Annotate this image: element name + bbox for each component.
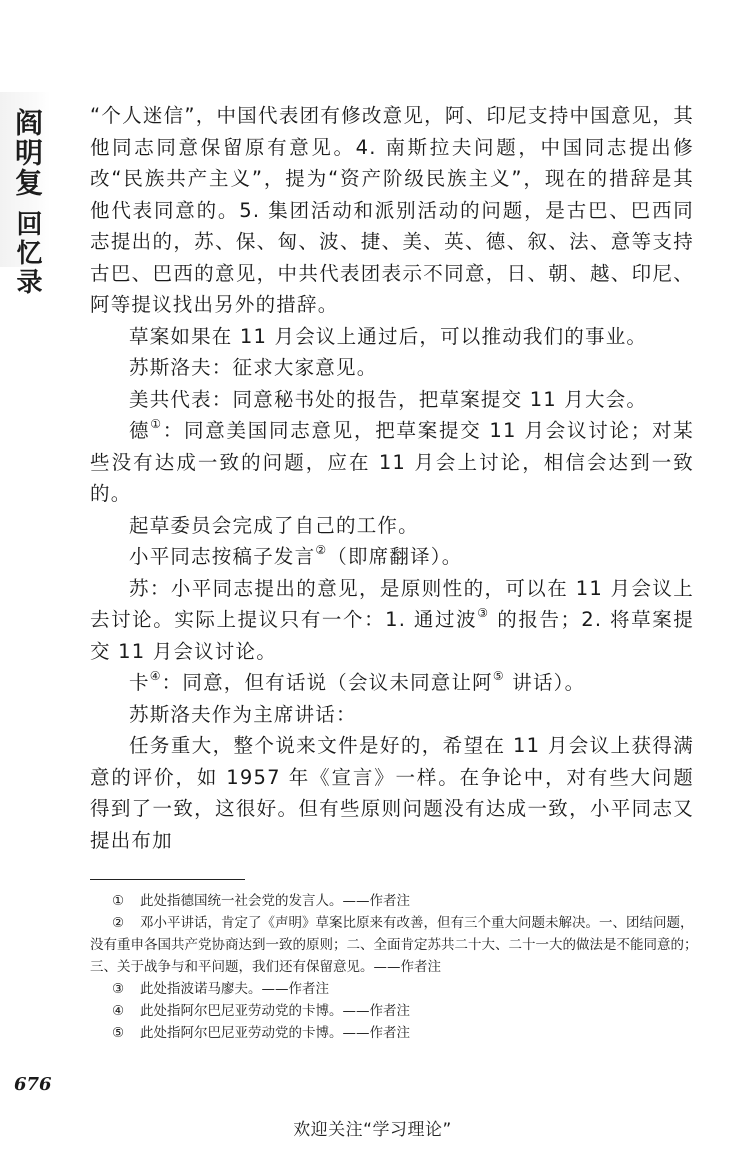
footnote-number: ③ xyxy=(112,981,125,997)
paragraph xyxy=(90,541,694,573)
footnotes xyxy=(90,890,702,1044)
paragraph: 苏斯洛夫作为主席讲话： xyxy=(129,702,357,726)
paragraph xyxy=(90,415,694,510)
watermark-caption: 欢迎关注“学习理论” xyxy=(293,1120,452,1140)
running-head-author: 阎明复 xyxy=(11,108,44,198)
footnote-1 xyxy=(90,890,702,912)
paragraph-text: 德 xyxy=(129,419,151,442)
paragraph: 美共代表：同意秘书处的报告，把草案提交 11 月大会。 xyxy=(129,387,648,411)
paragraph-text: （即席翻译）。 xyxy=(327,545,463,568)
footnote-5 xyxy=(90,1022,702,1044)
footnote-text: 此处指阿尔巴尼亚劳动党的卡博。——作者注 xyxy=(140,1025,410,1041)
footnote-2 xyxy=(90,912,702,978)
footnote-ref-2[interactable]: ② xyxy=(315,543,328,557)
footnote-ref-3[interactable]: ③ xyxy=(477,606,490,620)
footnote-number: ② xyxy=(112,915,125,931)
paragraph: 苏斯洛夫：征求大家意见。 xyxy=(129,356,378,379)
paragraph-text: 小平同志按稿子发言 xyxy=(129,545,316,568)
paragraph xyxy=(90,667,694,699)
paragraph xyxy=(90,573,694,668)
footnote-text: 此处指德国统一社会党的发言人。——作者注 xyxy=(140,893,410,909)
page-number: 676 xyxy=(14,1074,52,1095)
paragraph-text: ：同意，但有话说（会议未同意让阿 xyxy=(161,671,493,694)
paragraph: 任务重大，整个说来文件是好的，希望在 11 月会议上获得满意的评价，如 1957 年《宣言》一样。在争论中，对有些大问题得到了一致，这很好。但有些原则问题没有达成一致，小平同志又提出布加 xyxy=(90,734,694,852)
running-head xyxy=(8,108,46,297)
footnote-text: 此处指波诺马廖夫。——作者注 xyxy=(140,981,329,997)
paragraph: 起草委员会完成了自己的工作。 xyxy=(129,513,419,537)
paragraph-text: 卡 xyxy=(129,671,150,694)
footnote-divider xyxy=(90,879,245,880)
main-text xyxy=(90,100,694,856)
paragraph-text: 的报告；2. 将草案提交 11 月会议讨论。 xyxy=(90,608,694,663)
footnote-3 xyxy=(90,978,702,1000)
footnote-number: ④ xyxy=(112,1003,125,1019)
running-head-book: 回忆录 xyxy=(12,210,42,297)
footnote-ref-5[interactable]: ⑤ xyxy=(492,669,505,683)
paragraph-text: ：同意美国同志意见，把草案提交 11 月会议讨论；对某些没有达成一致的问题，应在 11 月会上讨论，相信会达到一致的。 xyxy=(90,419,694,505)
paragraph-text: 讲话）。 xyxy=(504,671,586,694)
footnote-number: ① xyxy=(112,893,125,909)
footnote-ref-4[interactable]: ④ xyxy=(149,669,162,683)
paragraph-continued: “个人迷信”，中国代表团有修改意见，阿、印尼支持中国意见，其他同志同意保留原有意见。4. 南斯拉夫问题，中国同志提出修改“民族共产主义”，提为“资产阶级民族主义”，现在的措辞是其他代表同意的。5. 集团活动和派别活动的问题，是古巴、巴西同志提出的，苏、保、匈、波、捷、美、英、德、叙、法、意等支持古巴、巴西的意见，中共代表团表示不同意，日、朝、越、印尼、阿等提议找出另外的措辞。 xyxy=(90,104,694,316)
footnote-text: 邓小平讲话，肯定了《声明》草案比原来有改善，但有三个重大问题未解决。一、团结问题，没有重申各国共产党协商达到一致的原则；二、全面肯定苏共二十大、二十一大的做法是不能同意的；三、关于战争与和平问题，我们还有保留意见。——作者注 xyxy=(90,915,698,975)
paragraph-text: 苏：小平同志提出的意见，是原则性的，可以在 11 月会议上去讨论。实际上提议只有一个：1. 通过波 xyxy=(90,576,694,631)
footnote-number: ⑤ xyxy=(112,1025,125,1041)
footnote-4 xyxy=(90,1000,702,1022)
footnote-ref-1[interactable]: ① xyxy=(150,417,163,431)
paragraph: 草案如果在 11 月会议上通过后，可以推动我们的事业。 xyxy=(129,324,648,348)
footnote-text: 此处指阿尔巴尼亚劳动党的卡博。——作者注 xyxy=(140,1003,410,1019)
